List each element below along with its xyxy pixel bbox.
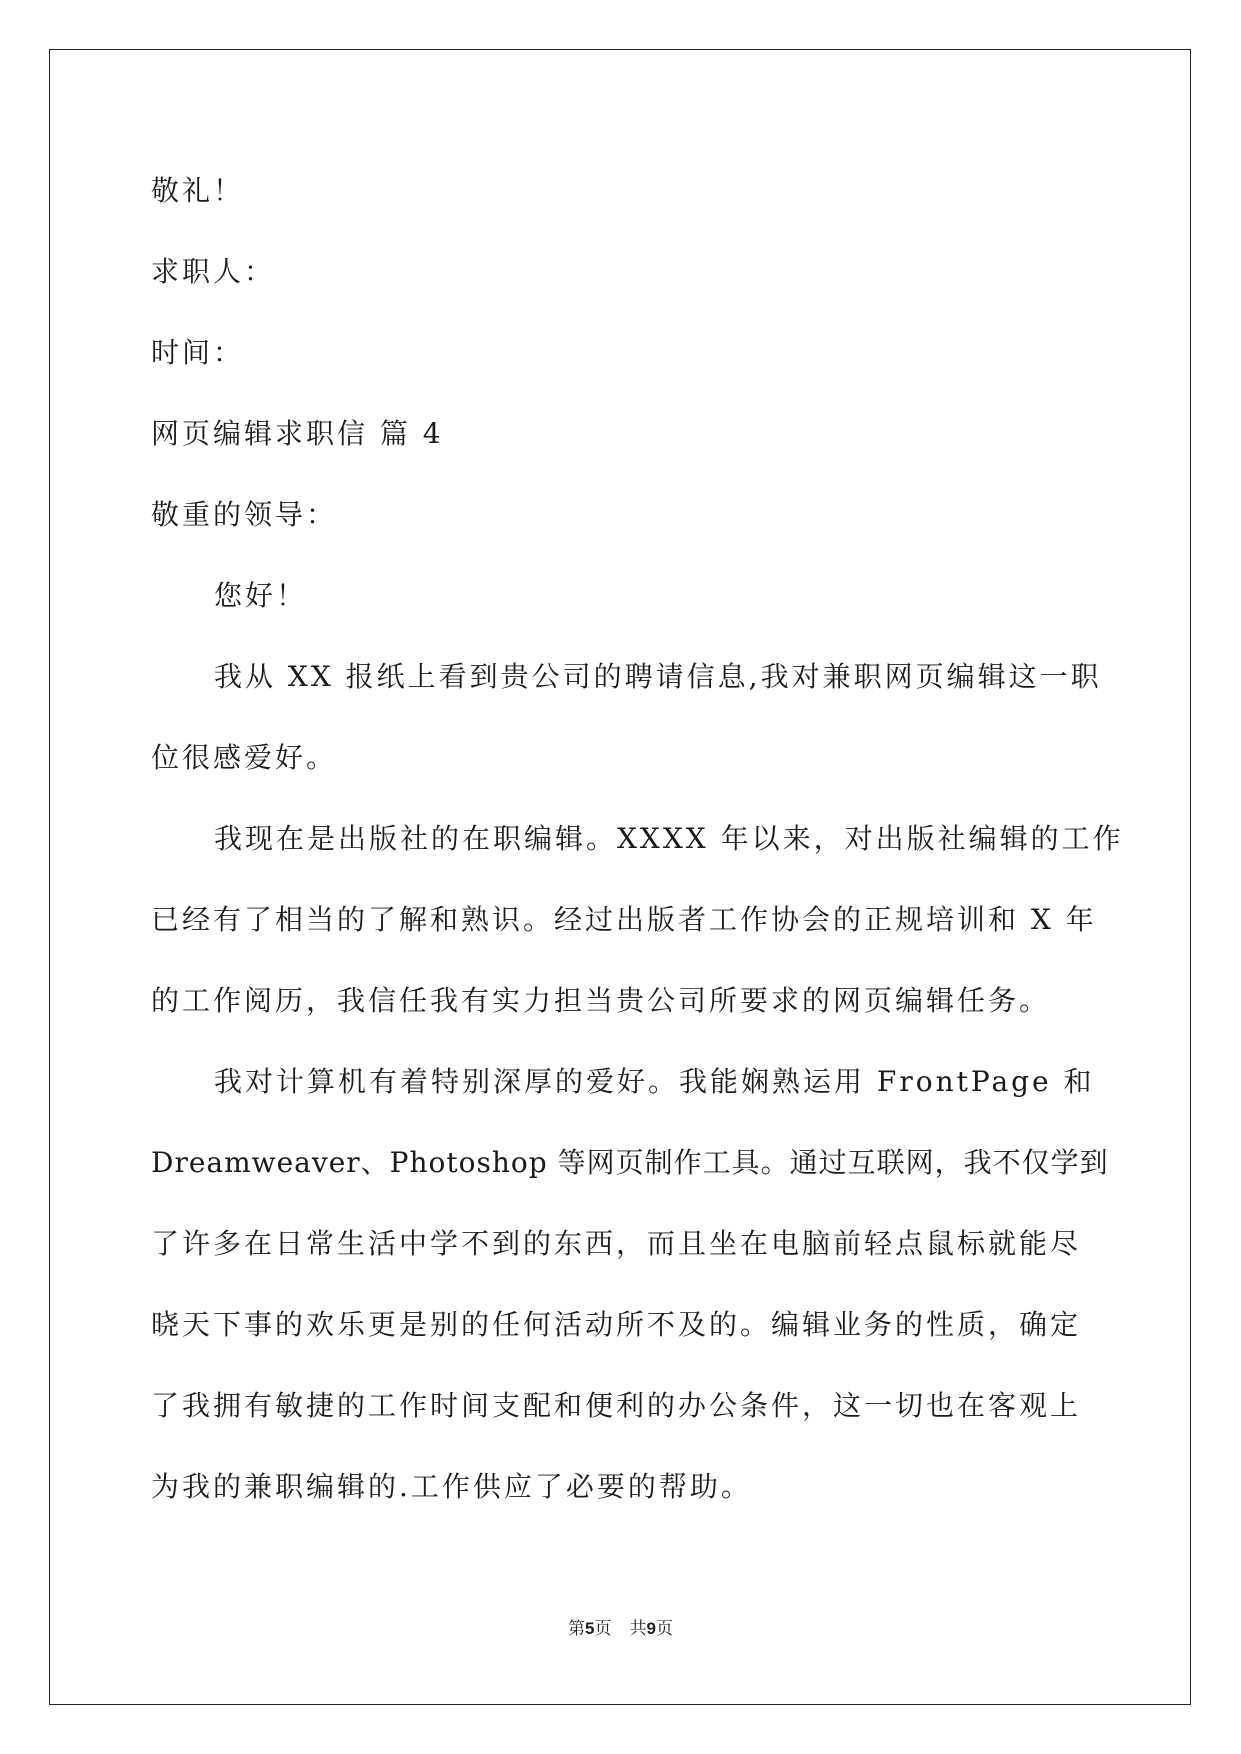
paragraph-line: 了我拥有敏捷的工作时间支配和便利的办公条件，这一切也在客观上: [151, 1389, 1082, 1422]
paragraph-line: 位很感爱好。: [151, 741, 338, 774]
total-pages-number: 9: [646, 1619, 656, 1638]
total-suffix: 页: [655, 1619, 673, 1638]
paragraph-line: 我对计算机有着特别深厚的爱好。我能娴熟运用 FrontPage 和: [214, 1065, 1095, 1098]
total-prefix: 共: [629, 1619, 647, 1638]
paragraph-line: 已经有了相当的了解和熟识。经过出版者工作协会的正规培训和 X 年: [151, 903, 1097, 936]
date-label: 时间：: [151, 336, 245, 369]
page-footer: [0, 1614, 1241, 1639]
page-suffix: 页: [594, 1619, 612, 1638]
paragraph-line: 了许多在日常生活中学不到的东西，而且坐在电脑前轻点鼠标就能尽: [151, 1227, 1082, 1260]
salutation: 敬重的领导：: [151, 498, 338, 531]
page-border: [49, 49, 1191, 1705]
greeting: 您好！: [214, 579, 308, 612]
page-prefix: 第: [568, 1619, 586, 1638]
applicant-label: 求职人：: [151, 255, 276, 288]
paragraph-line: 晓天下事的欢乐更是别的任何活动所不及的。编辑业务的性质，确定: [151, 1308, 1082, 1341]
closing-salute: 敬礼！: [151, 174, 245, 207]
current-page-number: 5: [585, 1619, 595, 1638]
paragraph-line: 为我的兼职编辑的.工作供应了必要的帮助。: [151, 1470, 752, 1503]
paragraph-line: 的工作阅历，我信任我有实力担当贵公司所要求的网页编辑任务。: [151, 984, 1051, 1017]
section-heading: 网页编辑求职信 篇 4: [151, 417, 444, 450]
paragraph-line: 我从 XX 报纸上看到贵公司的聘请信息,我对兼职网页编辑这一职: [214, 660, 1102, 693]
paragraph-line: 我现在是出版社的在职编辑。XXXX 年以来，对出版社编辑的工作: [214, 822, 1124, 855]
paragraph-line: Dreamweaver、Photoshop 等网页制作工具。通过互联网，我不仅学到: [151, 1146, 1109, 1179]
